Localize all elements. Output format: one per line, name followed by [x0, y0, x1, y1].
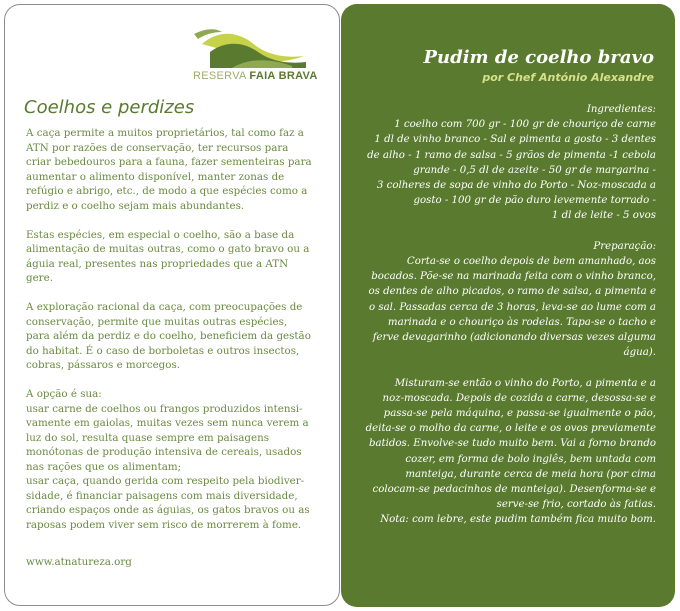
logo-text-faia-brava: FAIA BRAVA — [249, 70, 318, 82]
preparation-continued: Misturam-se então o vinho do Porto, a pimenta e a noz-moscada. Depois de cozida a carne, desossa-se e passa-se pela máquina, e passa-se igualmente o pão, deita-se o molho da carne, o leite e os ovos previamente batidos. Envolve-se tudo muito bem. Vai a forno brando cozer, em forma de bolo inglês, bem untada com manteiga, durante cerca de meia hora (por cima colocam-se pedacinhos de manteiga). Desenforma-se e serve-se frio, cortado às fatias. — [365, 377, 656, 511]
recipe-body — [358, 102, 656, 528]
logo-text-reserva: RESERVA — [193, 70, 247, 82]
recipe-note: Nota: com lebre, este pudim também fica muito bom. — [380, 514, 656, 526]
paragraph-2: Estas espécies, em especial o coelho, são a base da alimentação de muitas outras, como o gato bravo ou a águia real, presentes nas propriedades que a ATN gere. — [26, 228, 310, 284]
preparation: Preparação: Corta-se o coelho depois de bem amanhado, aos bocados. Põe-se na marinada feita com o vinho branco, os dentes de alho picados, o ramo de salsa, a pimenta e o sal. Passadas cerca de 3 horas, leva-se ao lume com a marinada e o chouriço às rodelas. Tapa-se o tacho e ferve devagarinho (adicionando diversas vezes alguma água). — [368, 240, 656, 359]
website-link[interactable]: www.atnatureza.org — [26, 556, 132, 568]
paragraph-3: A exploração racional da caça, com preocupações de conservação, permite que muitas outras espécies, para além da perdiz e do coelho, beneficiem da gestão do habitat. É o caso de borboletas e outros insectos, cobras, pássaros e morcegos. — [26, 301, 311, 371]
logo-text — [193, 70, 318, 82]
recipe-author: por Chef António Alexandre — [482, 71, 654, 84]
ingredients: Ingredientes: 1 coelho com 700 gr - 100 gr de chouriço de carne 1 dl de vinho branco - Sal e pimenta a gosto - 3 dentes de alho - 1 ramo de salsa - 5 grãos de pimenta -1 cebola grande - 0,5 dl de azeite - 50 gr de margarina - 3 colheres de sopa de vinho do Porto - Noz-moscada a gosto - 100 gr de pão duro levemente torrado - 1 dl de leite - 5 ovos — [367, 104, 656, 222]
reserva-faia-brava-logo — [192, 22, 318, 88]
logo-landscape-icon — [192, 22, 314, 70]
page-title: Coelhos e perdizes — [24, 97, 195, 118]
paragraph-4: A opção é sua: usar carne de coelhos ou frangos produzidos intensi- vamente em gaiolas, muitas vezes sem nunca verem a luz do sol, resulta quase sempre em paisagens monótonas de produção intensiva de cereais, usados nas rações que os alimentam; usar caça, quando gerida com respeito pela biodiver- sidade, é financiar paisagens com mais diversidade, criando espaços onde as águias, os gatos bravos ou as raposas podem viver sem risco de morrerem à fome. — [26, 388, 310, 531]
paragraph-1: A caça permite a muitos proprietários, tal como faz a ATN por razões de conservação, ter recursos para criar bebedouros para a fauna, fazer sementeiras para aumentar o alimento disponível, manter zonas de refúgio e abrigo, etc., de modo a que espécies como a perdiz e o coelho sejam mais abundantes. — [26, 127, 312, 212]
article-body — [26, 126, 318, 547]
recipe-title: Pudim de coelho bravo — [423, 47, 654, 68]
